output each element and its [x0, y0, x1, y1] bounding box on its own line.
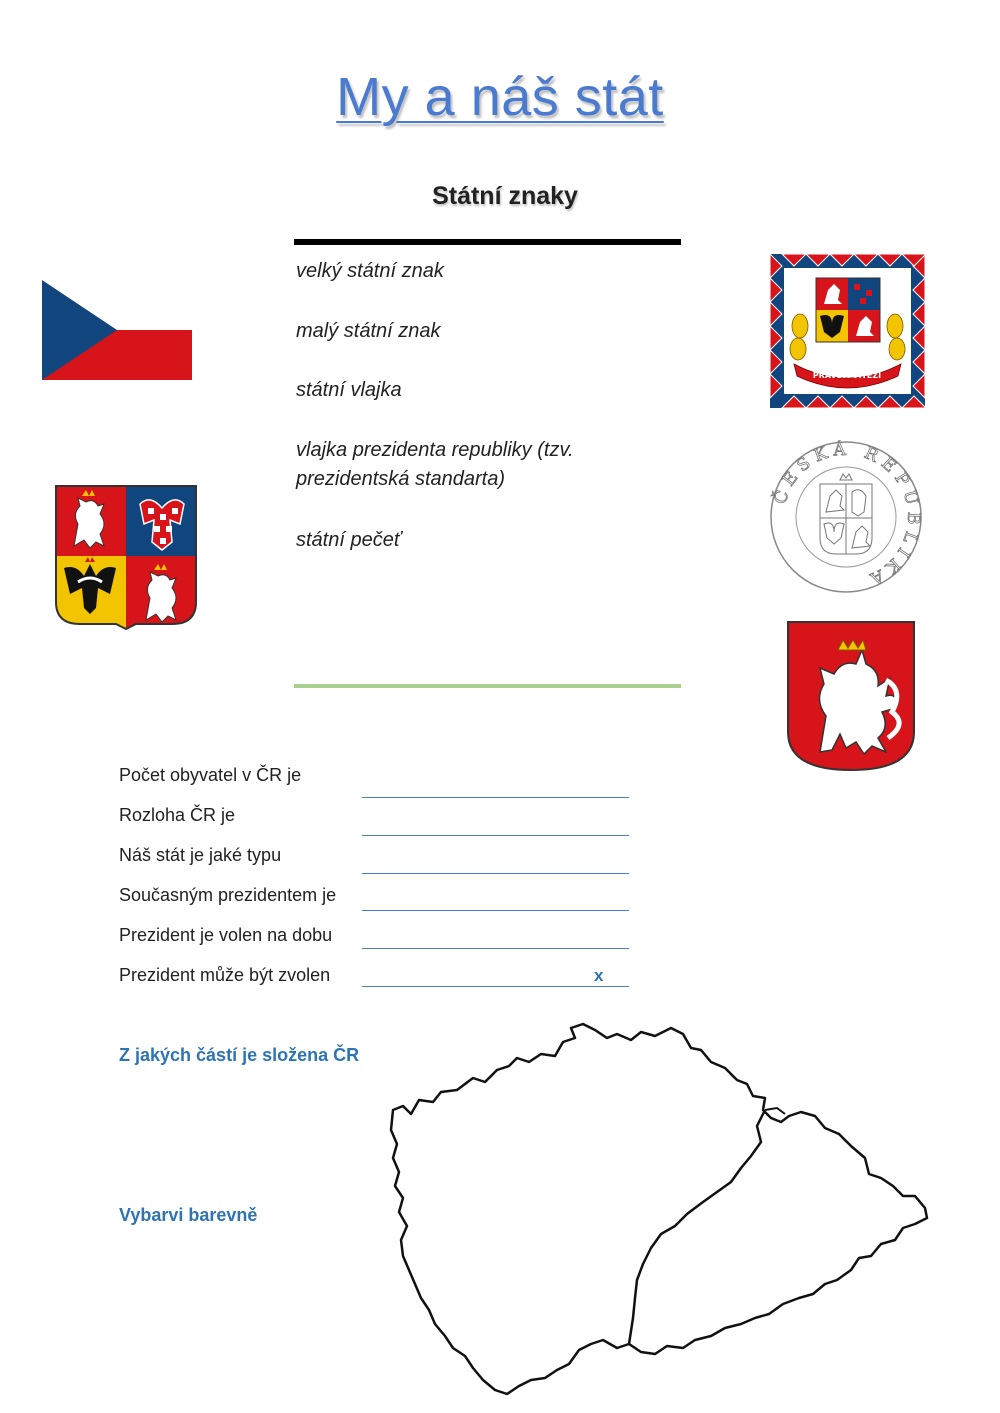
- section-title: Státní znaky: [432, 182, 578, 210]
- symbol-item-flag: státní vlajka: [296, 379, 402, 401]
- question-area: Rozloha ČR je: [119, 805, 236, 825]
- answer-line-term-length[interactable]: [362, 948, 629, 949]
- top-divider: [294, 239, 681, 245]
- standard-motto: PRAVDA VÍTĚZÍ: [812, 371, 882, 380]
- symbol-item-seal: státní pečeť: [296, 529, 401, 551]
- presidential-standard-image: [770, 254, 925, 408]
- czech-map-outline: [385, 1018, 935, 1408]
- question-state-type: Náš stát je jaké typu: [119, 845, 282, 865]
- question-term-length: Prezident je volen na dobu: [119, 925, 333, 945]
- answer-line-current-president[interactable]: [362, 910, 629, 911]
- question-population: Počet obyvatel v ČR je: [119, 765, 302, 785]
- small-coat-of-arms-image: [786, 620, 916, 772]
- symbol-item-great-coat: velký státní znak: [296, 260, 444, 282]
- state-seal-image: [768, 440, 924, 594]
- question-times-elected: Prezident může být zvolen: [119, 965, 331, 985]
- color-heading: Vybarvi barevně: [119, 1205, 258, 1225]
- page-title: My a náš stát: [336, 67, 664, 127]
- times-mark: x: [594, 966, 604, 985]
- question-current-president: Současným prezidentem je: [119, 885, 337, 905]
- answer-line-state-type[interactable]: [362, 873, 629, 874]
- answer-line-times-elected[interactable]: [362, 986, 629, 987]
- parts-heading: Z jakých částí je složena ČR: [119, 1045, 360, 1065]
- symbol-item-standard: vlajka prezidenta republiky (tzv. prezidentská standarta): [296, 439, 574, 490]
- answer-line-area[interactable]: [362, 835, 629, 836]
- czech-flag-image: [42, 280, 192, 380]
- answer-line-population[interactable]: [362, 797, 629, 798]
- seal-inscription: ČESKÁ REPUBLIKA: [770, 440, 924, 591]
- great-coat-of-arms-image: [54, 484, 198, 630]
- symbol-item-small-coat: malý státní znak: [296, 320, 441, 342]
- bottom-divider: [294, 684, 681, 688]
